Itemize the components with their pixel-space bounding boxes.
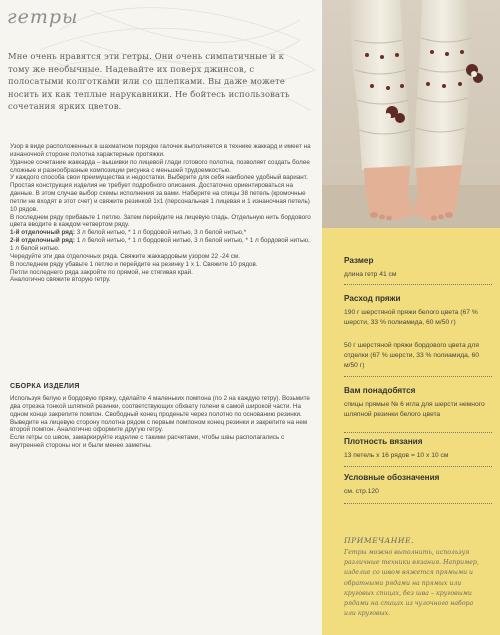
row-1-text: 3 л белой нитью, * 1 л бордовой нитью, 3 л белой нитью,* <box>75 229 247 237</box>
paragraph: Петли последнего ряда закройте по прямой, не стягивая край. <box>10 268 193 276</box>
leg-warmers-photo <box>322 0 500 228</box>
density-heading: Плотность вязания <box>344 437 423 446</box>
paragraph: В последнем ряду прибавьте 1 петлю. Затем перейдите на лицевую гладь. Отдельную нить бордового цвета вводите в каждом четвертом ряду. <box>10 213 311 229</box>
divider <box>344 466 492 467</box>
instructions-part-2 <box>10 395 314 450</box>
paragraph: Удачное сочетание жаккарда – вышивки по лицевой глади готового полотна, позволяет создать более сложные и разнообразные композиции рисунка с меньшей трудоемкостью. <box>10 158 310 174</box>
symbols-text: см. стр.120 <box>344 488 379 495</box>
yarn-white-text: 190 г шерстяной пряжи белого цвета (67 % шерсти, 33 % полиамида, 60 м/50 г) <box>344 309 478 327</box>
tools-heading: Вам понадобятся <box>344 386 416 395</box>
paragraph: У каждого способа свои преимущества и недостатки. Выберите для себя наиболее удобный вариант. <box>10 174 308 182</box>
paragraph: В последнем ряду убавьте 1 петлю и перейдите на резинку 1 х 1. Свяжите 10 рядов. <box>10 260 258 268</box>
row-1-instruction <box>10 229 314 237</box>
note-text: Гетры можно выполнить, используя различные техники вязания. Например, изделие со швом вяжется прямыми и обратными рядами на прямых или круговых спицах, без шва – круговыми рядами на спицах из чулочного набора или круговых. <box>344 549 479 618</box>
row-1-label: 1-й отделочный ряд: <box>10 229 76 237</box>
page-title: гетры <box>7 6 79 28</box>
row-2-label: 2-й отделочный ряд: <box>10 237 76 245</box>
note-heading: ПРИМЕЧАНИЕ. <box>344 536 414 545</box>
paragraph: Используя белую и бордовую пряжу, сделайте 4 маленьких помпона (по 2 на каждую гетру). Возьмите два отрезка тонкой шляпной резинки, соответствующих обхвату голени в самой широкой части. На одном конце закрепите помпон. Свободный конец проденьте через полотно по основанию резинки. <box>10 395 310 418</box>
yarn-heading: Расход пряжи <box>344 294 401 303</box>
size-text: длина гетр 41 см <box>344 271 397 278</box>
row-2-text: 1 л белой нитью, * 1 л бордовой нитью, 3 л белой нитью, * 1 л бордовой нитью, 1 л белой нитью. <box>10 237 310 252</box>
paragraph: Аналогично свяжите вторую гетру. <box>10 276 111 284</box>
leg-warmers-illustration <box>322 0 500 228</box>
symbols-heading: Условные обозначения <box>344 473 440 482</box>
density-text: 13 петель х 16 рядов = 10 х 10 см <box>344 452 449 459</box>
instructions-part-1 <box>10 143 314 284</box>
divider <box>344 284 492 285</box>
paragraph: Простая конструкция изделия не требует подробного описания. Достаточно ориентироваться на данные. В этом случае выбор схемы исполнения за вами. Наберите на спицы 38 петель (кромочные петли не входят в этот счет) и свяжите резинкой 1х1 (персональная 1 лицевая и 1 изнаночная петель) 10 рядов. <box>10 182 310 213</box>
paragraph: Если гетры со швом, замаркируйте изделие с такими расчетами, чтобы швы располагались с внутренней стороны ног и были менее заметны. <box>10 434 285 450</box>
divider <box>344 376 492 377</box>
paragraph: Чередуйте эти два отделочных ряда. Свяжите жаккардовым узором 22 -24 см. <box>10 252 240 260</box>
row-2-instruction <box>10 237 314 253</box>
yarn-burgundy-text: 50 г шерстяной пряжи бордового цвета для отделки (67 % шерсти, 33 % полиамида, 60 м/50 г) <box>344 342 479 370</box>
paragraph: Выведите на лицевую сторону полотна рядом с первым помпоном конец резинки и закрепите на нем второй помпон. Аналогично оформите другую гетру. <box>10 418 308 434</box>
divider <box>344 503 492 504</box>
divider <box>344 432 492 433</box>
paragraph: Узор в виде расположенных в шахматном порядке галочек выполняется в технике жаккард и имеет на изнаночной стороне полотна характерные протяжки. <box>10 143 311 158</box>
tools-text: спицы прямые № 6 игла для шерсти немного шляпной резинки белого цвета <box>344 401 485 419</box>
section-heading-assembly: СБОРКА ИЗДЕЛИЯ <box>10 383 80 390</box>
size-heading: Размер <box>344 256 374 265</box>
intro-text: Мне очень нравятся эти гетры. Они очень симпатичные и к тому же необычные. Надевайте их поверх джинсов, с полосатыми колготками или со шлепками. Вы даже можете носить их как теплые нарукавники. Не бойтесь использовать сочетания ярких цветов. <box>8 51 290 112</box>
